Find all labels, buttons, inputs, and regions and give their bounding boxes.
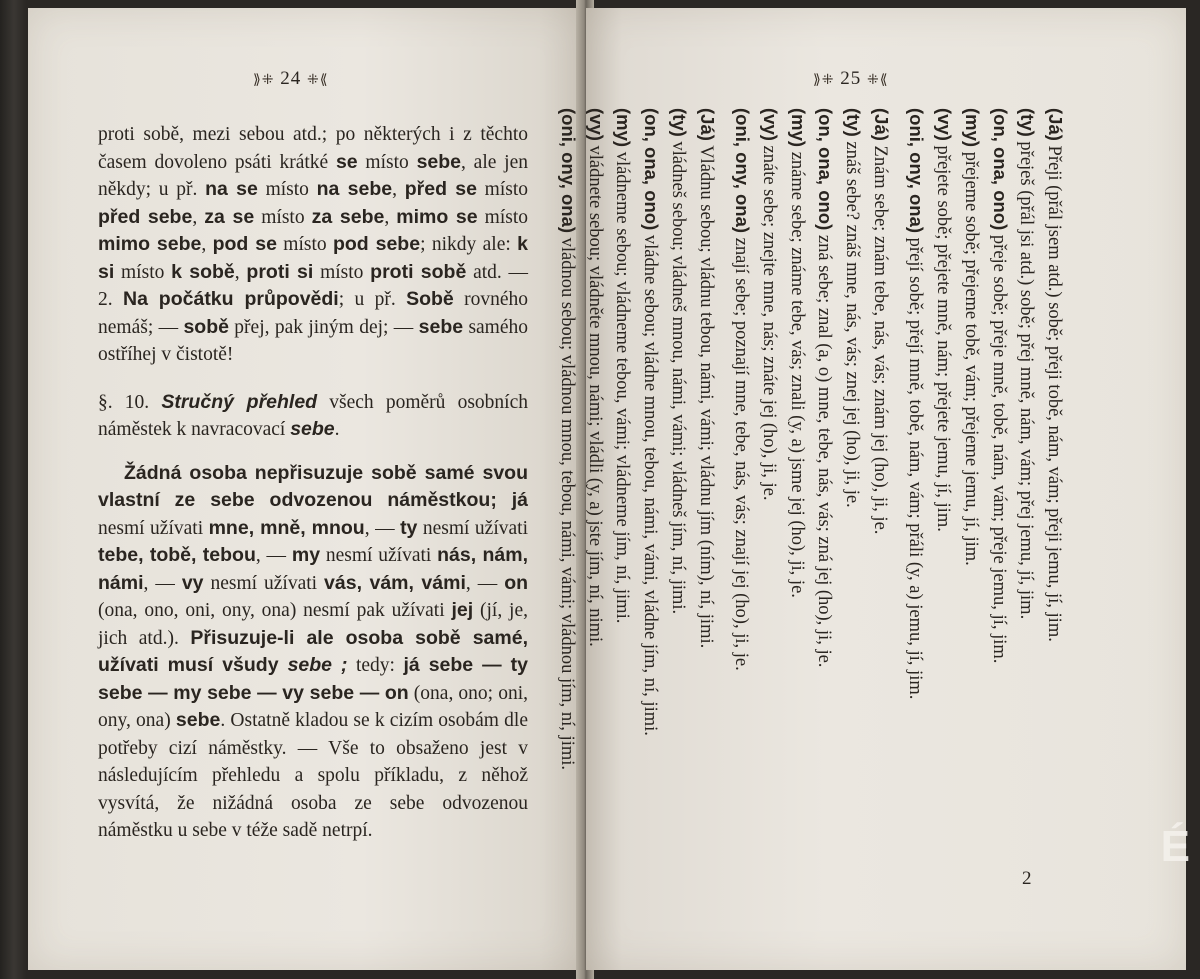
line-text: znáš sebe? znáš mne, nás, vás; znej jej (ho), ji, je. <box>842 136 863 508</box>
bold-italic-term: sebe <box>290 418 335 440</box>
bold-italic-term: Stručný přehled <box>161 390 318 413</box>
bold-term: mne, mně, mnou <box>208 516 365 539</box>
bold-term: za sebe <box>311 205 385 228</box>
conjugation-line <box>783 108 811 878</box>
bold-term: k si <box>98 233 528 283</box>
paragraph <box>98 389 528 444</box>
text-run: místo <box>114 261 172 283</box>
bold-term: na se <box>205 178 258 200</box>
text-run: místo <box>477 206 529 228</box>
pronoun-label: (my) <box>787 108 809 148</box>
line-text: vládneme sebou; vládneme tebou, vámi; vládneme jím, ní, jimi. <box>612 147 633 624</box>
line-text: přeješ (přál jsi atd.) sobě; přej mně, nám, vám; přej jemu, jí, jim. <box>1016 136 1037 620</box>
bold-term: jej <box>451 599 474 621</box>
conjugation-line <box>811 108 839 878</box>
bold-term: tebe, tobě, tebou <box>98 544 256 566</box>
pronoun-label: (ty) <box>1017 108 1039 137</box>
text-run: , <box>384 206 397 228</box>
conjugation-line <box>985 108 1013 878</box>
conjugation-line <box>581 108 609 878</box>
group-gap <box>894 108 902 878</box>
left-page-text <box>98 121 528 845</box>
text-run: nesmí užívati <box>98 517 209 539</box>
bold-term: on <box>504 571 529 594</box>
bold-term: my <box>291 544 321 566</box>
text-run: , <box>201 234 213 255</box>
text-run: proti sobě, mezi sebou atd.; po některých i z těchto časem dovoleno psáti krátké <box>98 124 528 173</box>
line-text: vládne sebou; vládne mnou, tebou, námi, vámi, vládne jím, ní, jimi. <box>640 230 661 736</box>
bold-term: sebe <box>418 315 464 338</box>
bold-term: sobě <box>183 315 229 338</box>
pronoun-label: (vy) <box>759 108 781 141</box>
line-text: známe sebe; známe tebe, vás; znali (y, a) jsme jej (ho), ji, je. <box>786 147 807 598</box>
bold-term: vy <box>181 571 204 594</box>
bold-term: se <box>335 150 358 173</box>
pronoun-label: (Já) <box>870 108 892 141</box>
ornament-icon: ⟫⁜ <box>813 73 835 88</box>
paragraph <box>98 460 528 845</box>
bold-italic-term: sebe ; <box>287 654 348 676</box>
text-run: samého ostříhej v čistotě! <box>98 316 529 365</box>
bold-term: proti si <box>246 260 314 283</box>
pronoun-label: (on, ona, ono) <box>641 108 663 231</box>
line-text: znáte sebe; znejte mne, nás; znáte jej (ho), ji, je. <box>758 140 779 501</box>
pronoun-label: (oni, ony, ona) <box>906 108 928 234</box>
page-header-right <box>813 68 889 90</box>
pronoun-label: (my) <box>961 108 983 148</box>
text-run: , — <box>143 572 182 594</box>
right-page <box>557 8 1186 970</box>
text-run: §. 10. <box>98 391 162 413</box>
bold-term: Na počátku průpovědi <box>122 288 339 310</box>
ornament-icon: ⟫⁜ <box>253 73 275 88</box>
conjugation-line <box>866 108 894 878</box>
text-run: nesmí užívati <box>203 572 325 594</box>
bold-term: Přisuzuje-li ale osoba sobě samé, užívati musí všudy <box>98 626 528 676</box>
conjugation-lines <box>557 108 1068 878</box>
text-run: , <box>392 179 405 200</box>
pronoun-label: (vy) <box>585 108 607 141</box>
bold-term: já sebe — ty sebe — my sebe — vy sebe — on <box>98 654 528 704</box>
text-run: , ale jen někdy; u př. <box>98 151 528 200</box>
line-text: Vládnu sebou; vládnu tebou, námi, vámi; vládnu jím (ním), ní, jimi. <box>695 140 716 649</box>
ornament-icon: ⁜⟪ <box>307 73 329 88</box>
line-text: znají sebe; poznají mne, tebe, nás, vás; znají jej (ho), ji, je. <box>731 233 752 671</box>
pronoun-label: (Já) <box>696 108 718 141</box>
bold-term: k sobě <box>171 260 235 283</box>
text-run: místo <box>313 261 371 283</box>
line-text: přejete sobě; přejete mně, nám; přejete jemu, jí, jim. <box>933 140 954 532</box>
pronoun-label: (my) <box>613 108 635 148</box>
text-run: rovného nemáš; — <box>98 289 528 338</box>
line-text: vládnou sebou; vládnou mnou, tebou, námi, vámi; vládnou jím, ní, jimi. <box>557 233 578 770</box>
text-run: všech poměrů osobních náměstek k navracovací <box>98 391 528 440</box>
text-run: . <box>334 419 340 440</box>
line-text: zná sebe; znal (a, o) mne, tebe, nás, vás; zná jej (ho), ji, je. <box>814 230 835 668</box>
bold-term: mimo sebe <box>98 233 202 255</box>
bold-term: nás, nám, námi <box>98 544 529 594</box>
bold-term: sebe <box>416 150 462 173</box>
group-gap <box>720 108 728 878</box>
page-header-left <box>253 68 329 90</box>
text-run: tedy: <box>347 655 404 676</box>
text-run: (jí, je, jich atd.). <box>98 600 529 649</box>
text-run: (ona, ono, oni, ony, ona) nesmí pak užívati <box>98 600 452 621</box>
page-number-right: 25 <box>840 68 862 89</box>
ornament-icon: ⁜⟪ <box>867 73 889 88</box>
line-text: Přeji (přál jsem atd.) sobě; přeji tobě, nám, vám; přeji jemu, jí, jim. <box>1044 140 1064 642</box>
rotated-conjugation-table <box>557 108 1068 878</box>
pronoun-label: (oni, ony, ona) <box>558 108 580 234</box>
pronoun-label: (on, ona, ono) <box>989 108 1011 231</box>
conjugation-line <box>755 108 783 878</box>
text-run: , <box>192 206 205 228</box>
bold-term: před sebe <box>98 205 193 228</box>
text-run: , — <box>465 572 505 594</box>
line-text: přejí sobě; přejí mně, tobě, nám, vám; přáli (y, a) jemu, jí, jim. <box>905 233 926 700</box>
bold-term: sebe <box>175 709 221 731</box>
bold-term: pod se <box>212 233 277 255</box>
line-text: Znám sebe; znám tebe, nás, vás; znám jej (ho), ji, je. <box>869 140 890 535</box>
bold-term: mimo se <box>396 205 478 228</box>
edge-mark: É <box>1160 822 1190 871</box>
line-text: vládneš sebou; vládneš mnou, námi, vámi; vládneš jím, ní, jimi. <box>667 136 688 615</box>
bold-term: Sobě <box>406 288 454 310</box>
bold-term: Žádná osoba nepřisuzuje sobě samé svou vlastní ze sebe odvozenou náměstkou; já <box>98 461 528 511</box>
conjugation-line <box>929 108 957 878</box>
text-run: místo <box>257 179 317 200</box>
text-run: ; u př. <box>338 289 407 310</box>
bold-term: na sebe <box>316 178 393 200</box>
pronoun-label: (ty) <box>843 108 865 137</box>
conjugation-line <box>728 108 756 878</box>
text-run: . Ostatně kladou se k cizím osobám dle potřeby cizí náměstky. — Vše to obsaženo jest v následujícím přehledu a spolu příkladu, z něhož vysvítá, že nižádná osoba ze sebe odvozenou náměstku u sebe v téže sadě netrpí. <box>98 710 528 841</box>
pronoun-label: (vy) <box>934 108 956 141</box>
text-run: , — <box>364 517 401 539</box>
text-run: místo <box>357 151 417 173</box>
conjugation-line <box>553 108 581 878</box>
pronoun-label: (on, ona, ono) <box>815 108 837 231</box>
conjugation-line <box>636 108 664 878</box>
bold-term: za se <box>204 205 255 228</box>
page-number-left: 24 <box>280 68 302 89</box>
conjugation-line <box>902 108 930 878</box>
text-run: přej, pak jiným dej; — <box>228 316 419 338</box>
conjugation-line <box>609 108 637 878</box>
left-page <box>28 8 584 970</box>
bold-term: ty <box>400 516 418 539</box>
bold-term: proti sobě <box>370 260 467 283</box>
bold-term: pod sebe <box>332 233 421 255</box>
text-run: , <box>234 261 247 283</box>
pronoun-label: (ty) <box>668 108 690 137</box>
conjugation-line <box>1013 108 1041 878</box>
text-run: nesmí užívati <box>320 545 438 566</box>
conjugation-line <box>957 108 985 878</box>
conjugation-line <box>1040 108 1068 878</box>
bold-term: vás, vám, vámi <box>324 571 466 594</box>
text-run: místo <box>254 206 312 228</box>
conjugation-line <box>838 108 866 878</box>
text-run: atd. — 2. <box>98 261 529 310</box>
text-run: (ona, ono; oni, ony, ona) <box>98 682 528 731</box>
text-run: , — <box>255 545 292 566</box>
line-text: přeje sobě; přeje mně, tobě, nám, vám; přeje jemu, jí, jim. <box>988 230 1009 664</box>
line-text: vládnete sebou; vládněte mnou, námi; vládli (y, a) jste jím, ní, nimi. <box>584 140 605 647</box>
conjugation-line <box>664 108 692 878</box>
text-run: nesmí užívati <box>417 517 528 539</box>
text-run: místo <box>476 179 529 200</box>
text-run: ; nikdy ale: <box>420 234 518 255</box>
pronoun-label: (Já) <box>1045 108 1066 141</box>
bold-term: před se <box>404 178 477 200</box>
line-text: přejeme sobě; přejeme tobě, vám; přejeme jemu, jí, jim. <box>960 147 981 566</box>
signature-mark: 2 <box>1022 868 1032 889</box>
conjugation-line <box>692 108 720 878</box>
text-run: místo <box>276 234 333 255</box>
paragraph <box>98 121 528 369</box>
pronoun-label: (oni, ony, ona) <box>732 108 754 234</box>
